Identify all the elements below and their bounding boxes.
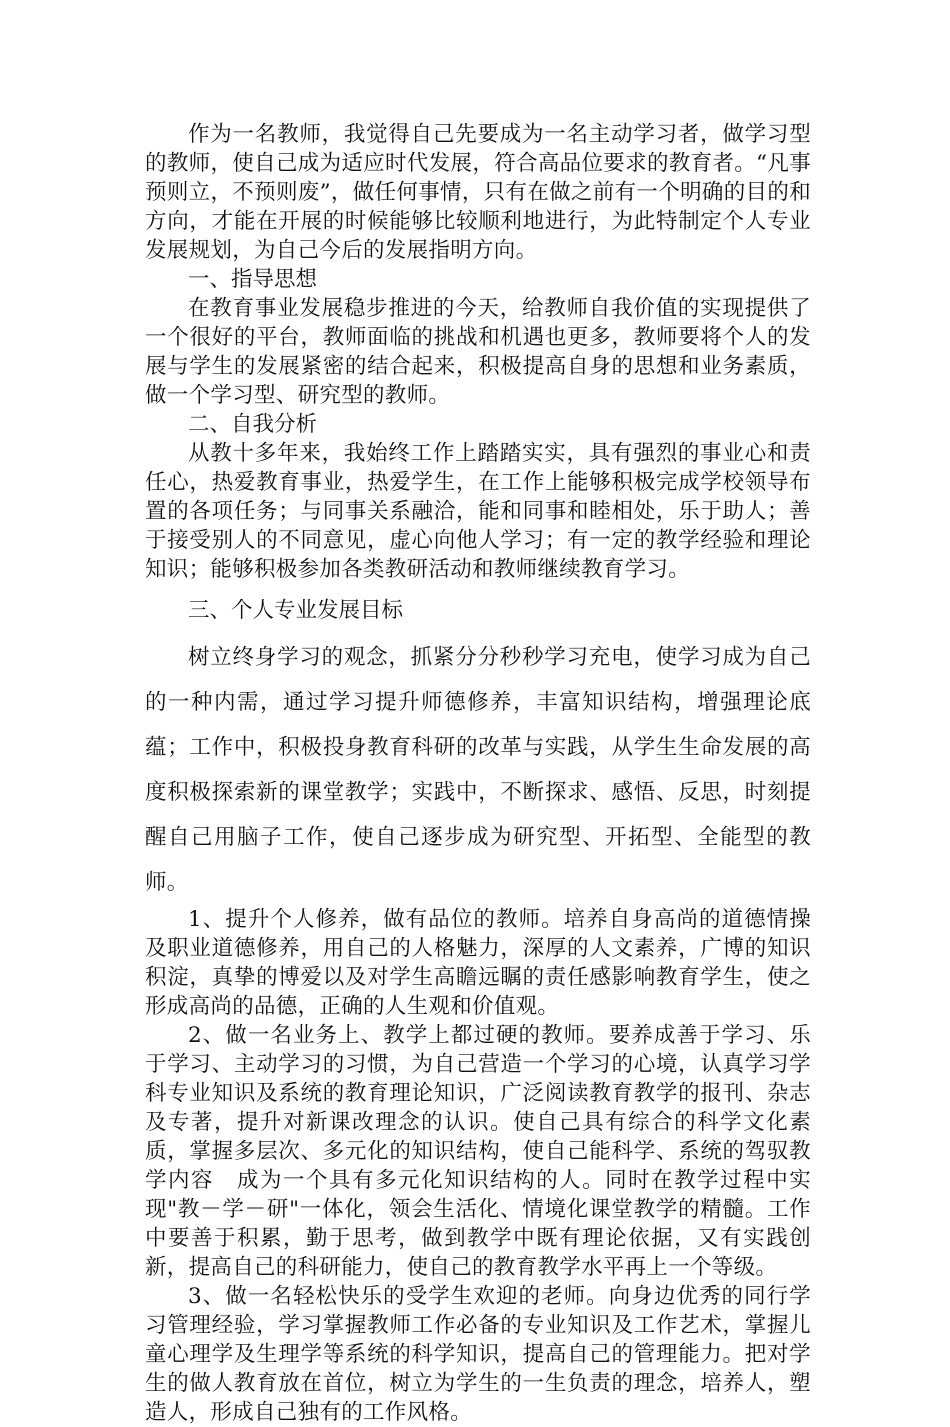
goal-3-paragraph: 3、做一名轻松快乐的受学生欢迎的老师。向身边优秀的同行学习管理经验，学习掌握教师工作必备的专业知识及工作艺术，掌握儿童心理学及生理学等系统的科学知识，提高自己的管理能力。把对学生的做人教育放在首位，树立为学生的一生负责的理念，培养人，塑造人，形成自己独有的工作风格。 — [145, 1284, 811, 1425]
section-heading-guiding-ideology: 一、指导思想 — [188, 267, 318, 292]
section-heading-self-analysis: 二、自我分析 — [188, 412, 318, 437]
guiding-ideology-paragraph: 在教育事业发展稳步推进的今天，给教师自我价值的实现提供了一个很好的平台，教师面临的挑战和机遇也更多，教师要将个人的发展与学生的发展紧密的结合起来，积极提高自身的思想和业务素质，做一个学习型、研究型的教师。 — [145, 296, 811, 408]
self-analysis-paragraph: 从教十多年来，我始终工作上踏踏实实，具有强烈的事业心和责任心，热爱教育事业，热爱学生，在工作上能够积极完成学校领导布置的各项任务；与同事关系融洽，能和同事和睦相处，乐于助人；善于接受别人的不同意见，虚心向他人学习；有一定的教学经验和理论知识；能够积极参加各类教研活动和教师继续教育学习。 — [145, 441, 811, 582]
development-goals-paragraph: 树立终身学习的观念，抓紧分分秒秒学习充电，使学习成为自己的一种内需，通过学习提升师德修养，丰富知识结构，增强理论底蕴；工作中，积极投身教育科研的改革与实践，从学生生命发展的高度积极探索新的课堂教学；实践中，不断探求、感悟、反思，时刻提醒自己用脑子工作，使自己逐步成为研究型、开拓型、全能型的教师。 — [145, 645, 811, 895]
section-heading-development-goals: 三、个人专业发展目标 — [188, 598, 404, 623]
goal-1-paragraph: 1、提升个人修养，做有品位的教师。培养自身高尚的道德情操及职业道德修养，用自己的人格魅力，深厚的人文素养，广博的知识积淀，真挚的博爱以及对学生高瞻远瞩的责任感影响教育学生，使之形成高尚的品德，正确的人生观和价值观。 — [145, 907, 811, 1019]
intro-paragraph: 作为一名教师，我觉得自己先要成为一名主动学习者，做学习型的教师，使自己成为适应时代发展，符合高品位要求的教育者。“凡事预则立，不预则废”，做任何事情，只有在做之前有一个明确的目的和方向，才能在开展的时候能够比较顺利地进行，为此特制定个人专业发展规划，为自己今后的发展指明方向。 — [145, 122, 811, 263]
goal-2-paragraph: 2、做一名业务上、教学上都过硬的教师。要养成善于学习、乐于学习、主动学习的习惯，为自己营造一个学习的心境，认真学习学科专业知识及系统的教育理论知识，广泛阅读教育教学的报刊、杂志及专著，提升对新课改理念的认识。使自己具有综合的科学文化素质，掌握多层次、多元化的知识结构，使自己能科学、系统的驾驭教学内容 成为一个具有多元化知识结构的人。同时在教学过程中实现"教－学－研"一体化，领会生活化、情境化课堂教学的精髓。工作中要善于积累，勤于思考，做到教学中既有理论依据，又有实践创新，提高自己的科研能力，使自己的教育教学水平再上一个等级。 — [145, 1023, 811, 1280]
document-page — [145, 120, 811, 1427]
